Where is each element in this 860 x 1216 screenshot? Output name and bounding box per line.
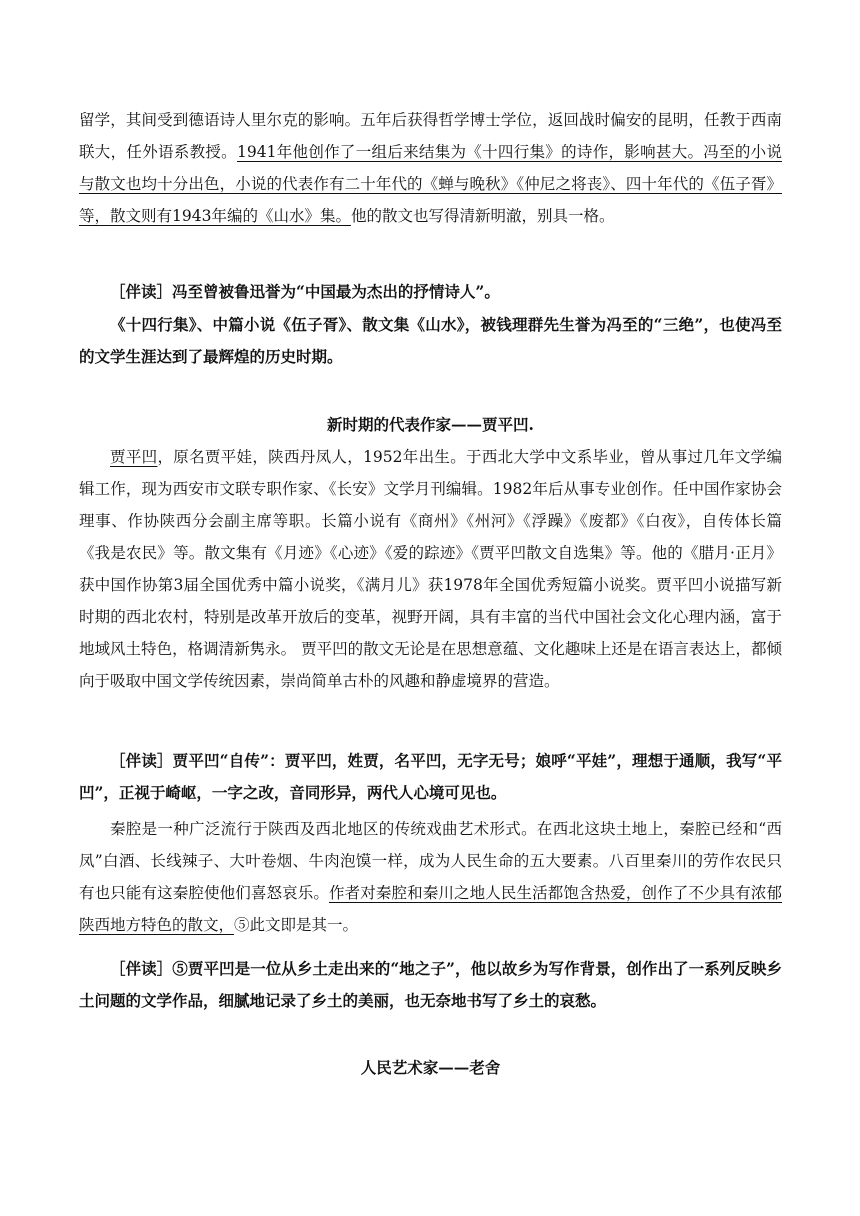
bio-text: ，原名贾平娃，陕西丹凤人，1952年出生。于西北大学中文系毕业，曾从事过几年文学编辑工作，现为西安市文联专职作家、《长安》文学月刊编辑。1982年后从事专业创作。任中国作家协会理事、作协陕西分会副主席等职。长篇小说有《商州》《州河》《浮躁》《废都》《白夜》，自传体长篇《我是农民》等。散文集有《月迹》《心迹》《爱的踪迹》《贾平凹散文自选集》等。他的《腊月·正月》获中国作协第3届全国优秀中篇小说奖，《满月儿》获1978年全国优秀短篇小说奖。贾平凹小说描写新时期的西北农村，特别是改革开放后的变革，视野开阔，具有丰富的当代中国社会文化心理内涵，富于地域风土特色，格调清新隽永。 贾平凹的散文无论是在思想意蕴、文化趣味上还是在语言表达上，都倾向于吸取中国文学传统因素，崇尚简单古朴的风趣和静虚境界的营造。 — [79, 448, 782, 690]
companion-reading-4: ［伴读］⑤贾平凹是一位从乡土走出来的“地之子”，他以故乡为写作背景，创作出了一系列反映乡土问题的文学作品，细腻地记录了乡土的美丽，也无奈地书写了乡土的哀愁。 — [79, 959, 782, 1010]
section-heading-jia-pingwa: 新时期的代表作家——贾平凹. — [327, 415, 534, 434]
jia-pingwa-bio-paragraph — [79, 441, 782, 697]
underlined-text: 1941年他创作了一组后来结集为《十四行集》的诗作，影响甚大。冯至的小说与散文也均十分出色，小说的代表作有二十年代的《蝉与晚秋》《仲尼之将丧》、四十年代的《伍子胥》等，散文则有1943年编的《山水》集。 — [79, 143, 782, 225]
companion-reading-2: 《十四行集》、中篇小说《伍子胥》、散文集《山水》，被钱理群先生誉为冯至的“三绝”，也使冯至的文学生涯达到了最辉煌的历史时期。 — [79, 315, 782, 366]
section-heading-lao-she: 人民艺术家——老舍 — [360, 1058, 501, 1077]
bio-text: 留学，其间受到德语诗人里尔克的影响。五年后获得哲学博士学位，返回战时偏安的昆明，任教于西南联大，任外语系教授。 — [79, 111, 782, 161]
bio-text-tail: 他的散文也写得清新明澈，别具一格。 — [350, 207, 615, 225]
qinqiang-text-tail: ⑤此文即是其一。 — [234, 916, 359, 934]
qinqiang-paragraph — [79, 813, 782, 941]
fengzhi-bio-paragraph — [79, 104, 782, 232]
qinqiang-text: 秦腔是一种广泛流行于陕西及西北地区的传统戏曲艺术形式。在西北这块土地上，秦腔已经和“西凤”白酒、长线辣子、大叶卷烟、牛肉泡馍一样，成为人民生命的五大要素。八百里秦川的劳作农民只有也只能有这秦腔使他们喜怒哀乐。 — [79, 820, 782, 902]
underlined-text: 作者对秦腔和秦川之地人民生活都饱含热爱，创作了不少具有浓郁陕西地方特色的散文， — [79, 884, 782, 934]
author-name: 贾平凹 — [110, 448, 158, 466]
companion-reading-3: ［伴读］贾平凹“自传”：贾平凹，姓贾，名平凹，无字无号；娘呼“平娃”，理想于通顺，我写“平凹”，正视于崎岖，一字之改，音同形异，两代人心境可见也。 — [79, 751, 782, 802]
companion-reading-1: ［伴读］冯至曾被鲁迅誉为“中国最为杰出的抒情诗人”。 — [110, 282, 500, 301]
